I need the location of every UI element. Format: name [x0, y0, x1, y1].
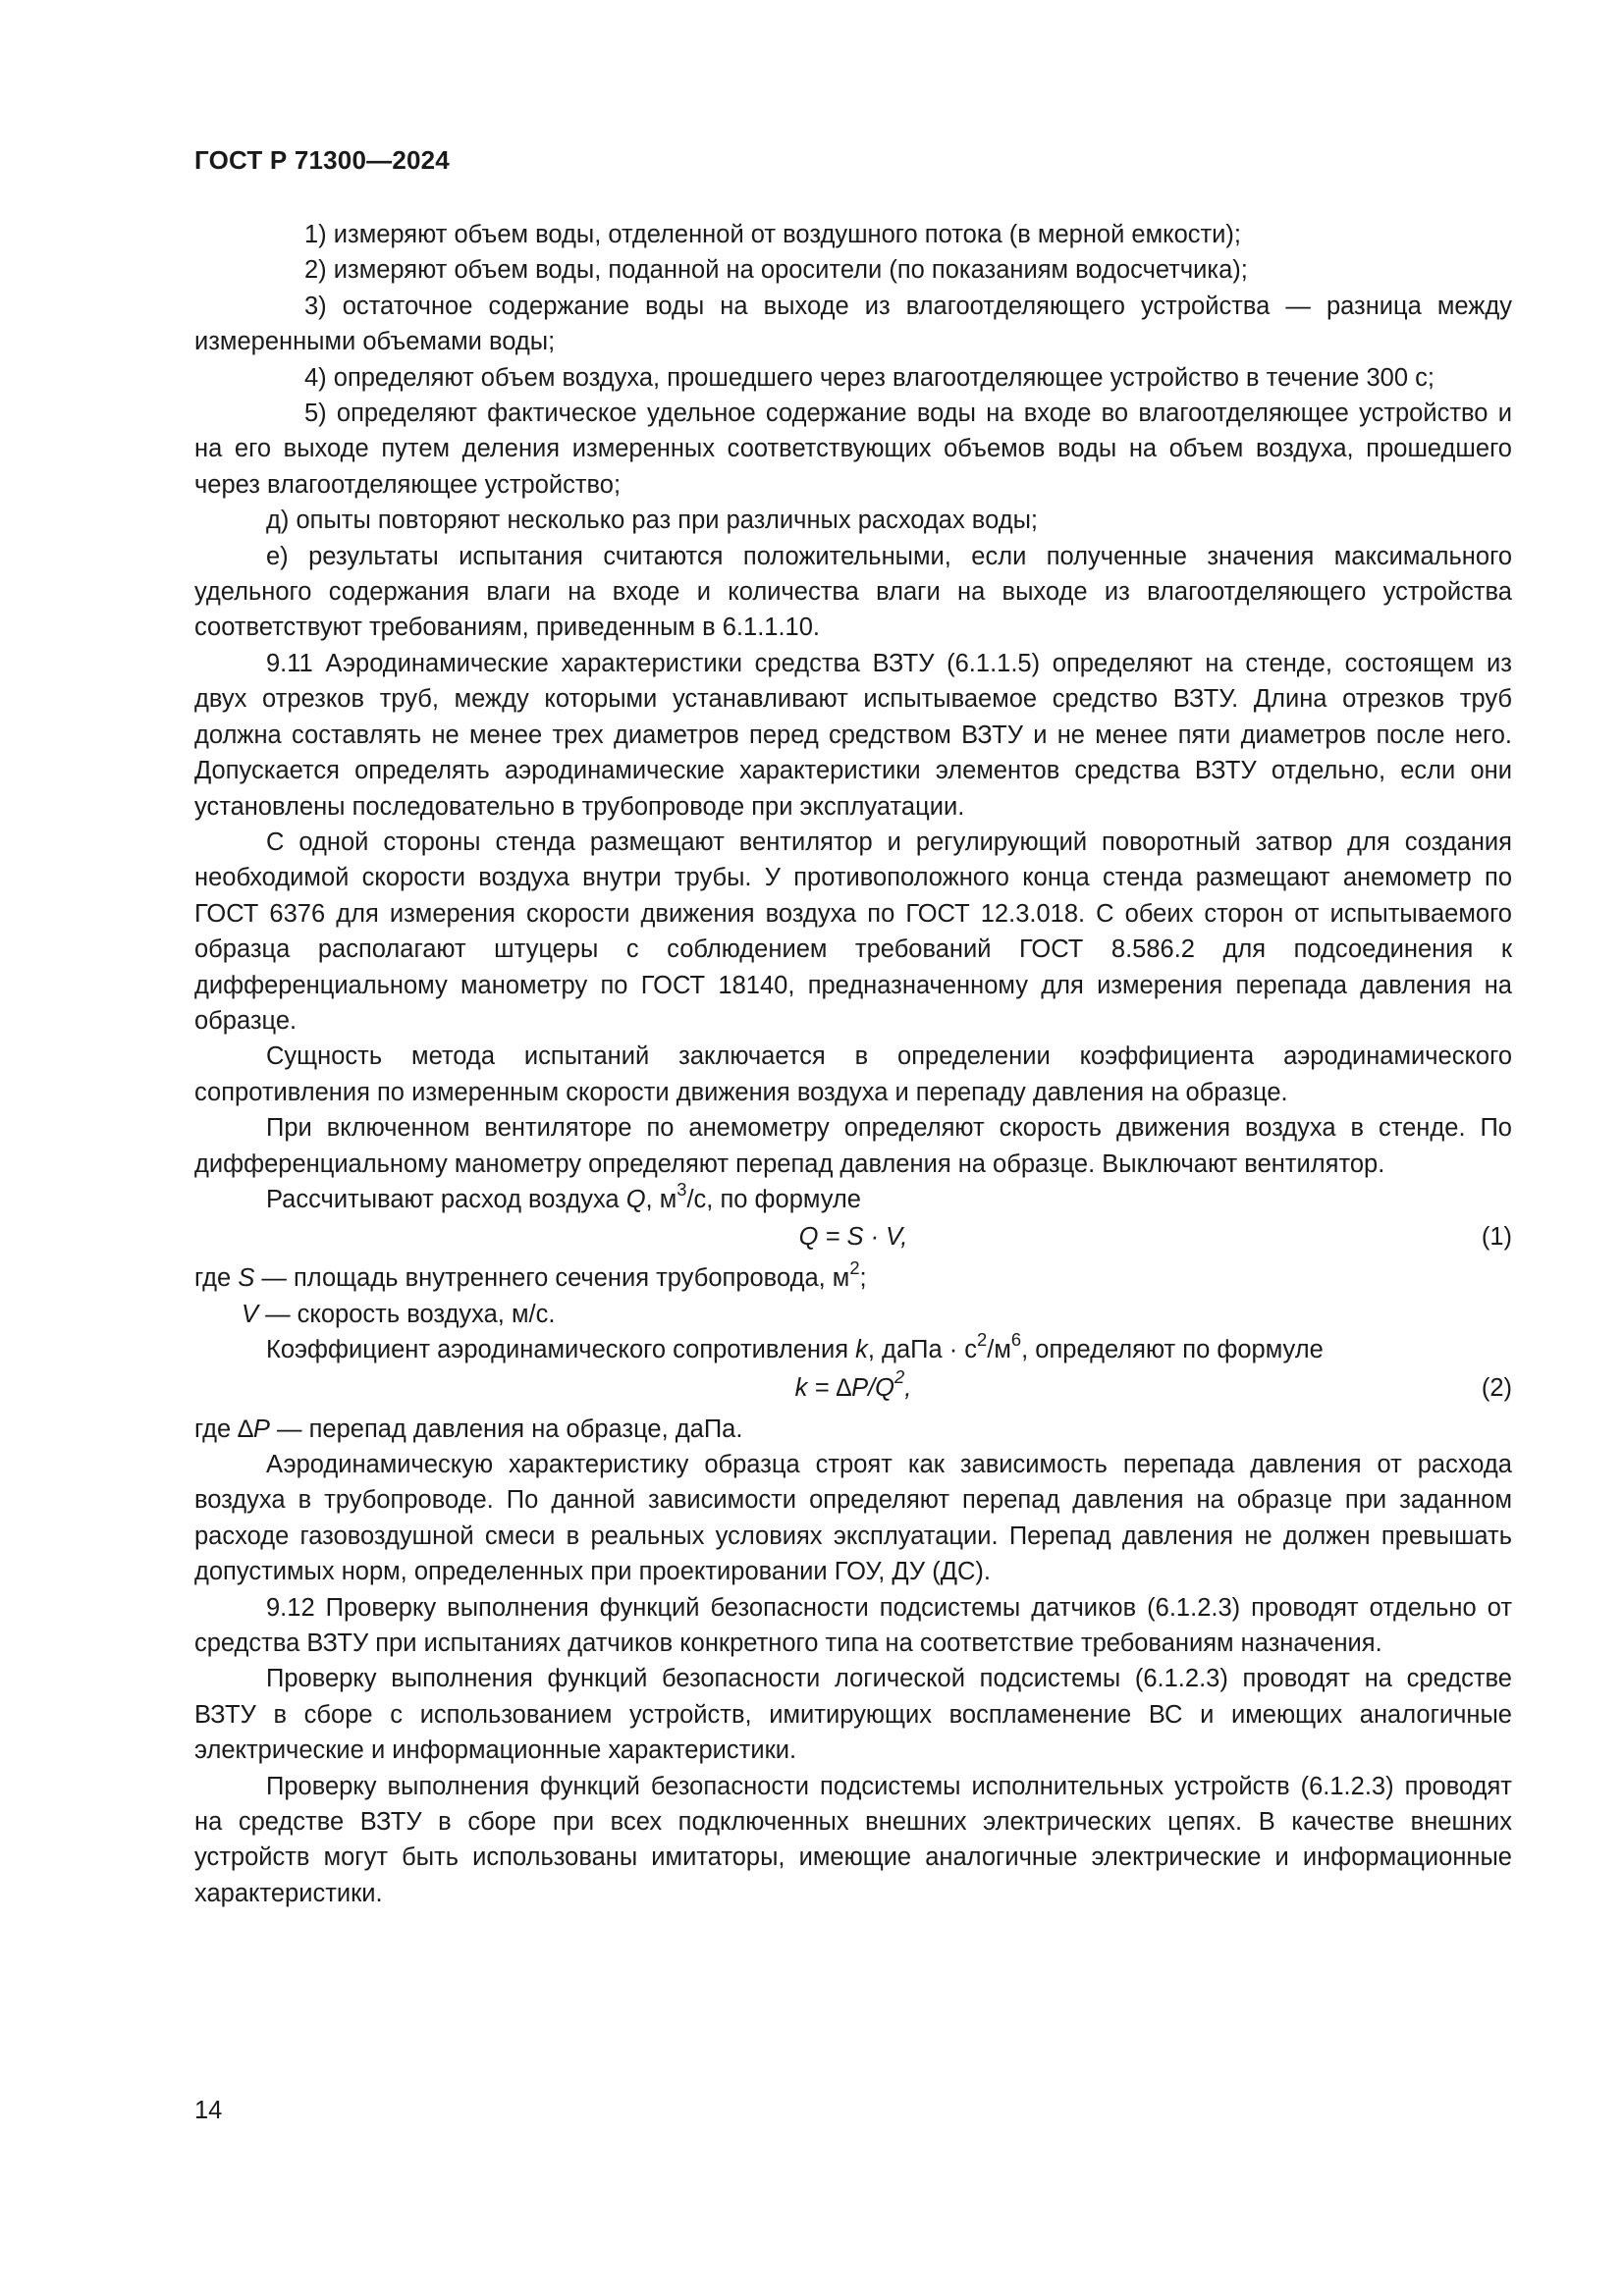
- paragraph-characteristic: Аэродинамическую характеристику образца строят как зависимость перепада давления от расхода воздуха в трубопроводе. По данной зависимости определяют перепад давления на образце при заданном расходе газовоздушной смеси в реальных условиях эксплуатации. Перепад давления не должен превышать допустимых норм, определенных при проектировании ГОУ, ДУ (ДС).: [194, 1451, 1512, 1586]
- paragraph-method: Сущность метода испытаний заключается в определении коэффициента аэродинамического сопротивления по измеренным скорости движения воздуха и перепаду давления на образце.: [194, 1042, 1512, 1106]
- list-item-1: 1) измеряют объем воды, отделенной от воздушного потока (в мерной емкости);: [304, 221, 1241, 248]
- list-item-d: д) опыты повторяют несколько раз при различных расходах воды;: [266, 507, 1038, 535]
- formula-1-expression: Q = S · V,: [798, 1223, 908, 1252]
- formula-1: [194, 1217, 1512, 1260]
- list-item-3: 3) остаточное содержание воды на выходе из влагоотделяющего устройства — разница между измеренными объемами воды;: [194, 292, 1512, 356]
- paragraph-procedure: При включенном вентиляторе по анемометру определяют скорость движения воздуха в стенде. По дифференциальному манометру определяют перепад давления на образце. Выключают вентилятор.: [194, 1114, 1512, 1178]
- where-s: где S — площадь внутреннего сечения трубопровода, $м^2$;: [194, 1257, 867, 1293]
- list-item-4: 4) определяют объем воздуха, прошедшего через влагоотделяющее устройство в течение 300 с;: [304, 363, 1435, 392]
- formula-2-number: (2): [1481, 1373, 1512, 1402]
- where-v: V — скорость воздуха, м/с.: [242, 1300, 556, 1328]
- paragraph-actuator-subsystem: Проверку выполнения функций безопасности подсистемы исполнительных устройств (6.1.2.3) проводят на средстве ВЗТУ в сборе при всех подключенных внешних электрических цепях. В качестве внешних устройств могут быть использованы имитаторы, имеющие аналогичные электрические и информационные характеристики.: [194, 1772, 1512, 1907]
- section-9-12: 9.12 Проверку выполнения функций безопасности подсистемы датчиков (6.1.2.3) проводят отдельно от средства ВЗТУ при испытаниях датчиков конкретного типа на соответствие требованиям назначения.: [194, 1593, 1512, 1658]
- paragraph-airflow-intro: Рассчитывают расход воздуха Q, $м^3/с$, по формуле: [266, 1178, 861, 1213]
- where-delta-p: где ∆P — перепад давления на образце, даПа.: [194, 1415, 743, 1443]
- formula-1-number: (1): [1481, 1223, 1512, 1252]
- document-header: ГОСТ Р 71300—2024: [194, 145, 450, 175]
- paragraph-coefficient-intro: Коэффициент аэродинамического сопротивления k, даПа · $с^2/м^6$, определяют по формуле: [266, 1328, 1324, 1364]
- list-item-e: е) результаты испытания считаются положительными, если полученные значения максимального удельного содержания влаги на входе и количества влаги на выходе из влагоотделяющего устройства соответствуют требованиям, приведенным в 6.1.1.10.: [194, 542, 1512, 642]
- page-number: 14: [194, 2097, 223, 2124]
- document-page: [194, 145, 1512, 1911]
- formula-2-expression: $k = \Delta P/Q^2$,: [794, 1366, 912, 1402]
- list-item-5: 5) определяют фактическое удельное содержание воды на входе во влагоотделяющее устройство и на его выходе путем деления измеренных соответствующих объемов воды на объем воздуха, прошедшего через влагоотделяющее устройство;: [194, 400, 1512, 499]
- paragraph-stand-setup: С одной стороны стенда размещают вентилятор и регулирующий поворотный затвор для создания необходимой скорости воздуха внутри трубы. У противоположного конца стенда размещают анемометр по ГОСТ 6376 для измерения скорости движения воздуха по ГОСТ 12.3.018. С обеих сторон от испытываемого образца располагают штуцеры с соблюдением требований ГОСТ 8.586.2 для подсоединения к дифференциальному манометру по ГОСТ 18140, предназначенному для измерения перепада давления на образце.: [194, 828, 1512, 1035]
- section-9-11: 9.11 Аэродинамические характеристики средства ВЗТУ (6.1.1.5) определяют на стенде, состоящем из двух отрезков труб, между которыми устанавливают испытываемое средство ВЗТУ. Длина отрезков труб должна составлять не менее трех диаметров перед средством ВЗТУ и не менее пяти диаметров после него. Допускается определять аэродинамические характеристики элементов средства ВЗТУ отдельно, если они установлены последовательно в трубопроводе при эксплуатации.: [194, 649, 1512, 821]
- formula-2: [194, 1368, 1512, 1412]
- paragraph-logic-subsystem: Проверку выполнения функций безопасности логической подсистемы (6.1.2.3) проводят на средстве ВЗТУ в сборе с использованием устройств, имитирующих воспламенение ВС и имеющих аналогичные электрические и информационные характеристики.: [194, 1665, 1512, 1765]
- list-item-2: 2) измеряют объем воды, поданной на оросители (по показаниям водосчетчика);: [304, 256, 1248, 285]
